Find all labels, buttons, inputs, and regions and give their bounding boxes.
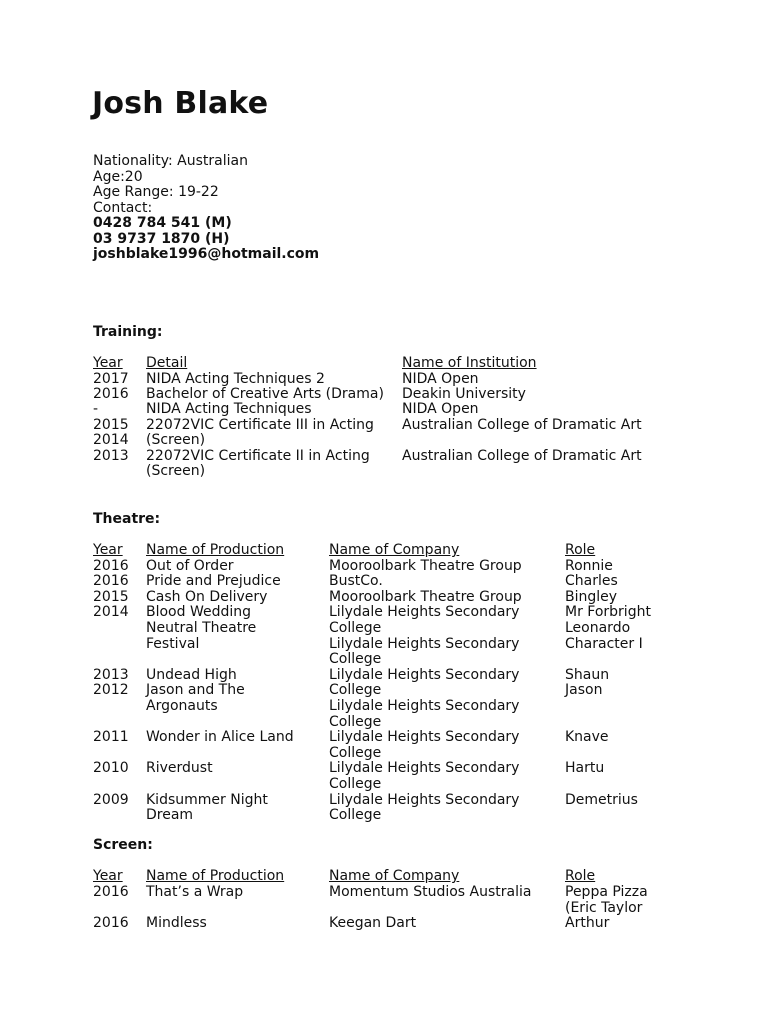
- theatre-row-company: College: [329, 682, 382, 699]
- training-row-year: 2013: [93, 448, 129, 464]
- theatre-row-production: Riverdust: [146, 760, 213, 777]
- theatre-row-company: Lilydale Heights Secondary: [329, 729, 520, 746]
- screen-row-role: Peppa Pizza: [565, 884, 648, 900]
- training-row-institution: Australian College of Dramatic Art: [402, 448, 642, 464]
- theatre-row-company: College: [329, 651, 382, 668]
- theatre-row-company: Lilydale Heights Secondary: [329, 635, 520, 652]
- screen-row-company: Momentum Studios Australia: [329, 884, 532, 900]
- theatre-row-production: Kidsummer Night: [146, 791, 268, 808]
- theatre-row-year: 2010: [93, 760, 129, 777]
- theatre-col-role: Role: [565, 542, 596, 558]
- theatre-row-production: Argonauts: [146, 697, 218, 714]
- theatre-row-company: College: [329, 807, 382, 824]
- theatre-row-company: Lilydale Heights Secondary: [329, 791, 520, 808]
- theatre-row-role: Charles: [565, 573, 618, 590]
- theatre-col-year: Year: [93, 542, 123, 558]
- nationality-line: Nationality: Australian: [93, 153, 248, 169]
- screen-row-company: Keegan Dart: [329, 915, 417, 932]
- theatre-row-company: Lilydale Heights Secondary: [329, 666, 520, 683]
- theatre-row-production: Cash On Delivery: [146, 588, 268, 605]
- theatre-row-company: Lilydale Heights Secondary: [329, 604, 520, 621]
- theatre-row-company: Mooroolbark Theatre Group: [329, 588, 522, 605]
- theatre-row-role: Ronnie: [565, 557, 613, 574]
- theatre-row-company: Lilydale Heights Secondary: [329, 760, 520, 777]
- email-address: joshblake1996@hotmail.com: [93, 246, 320, 262]
- theatre-row-role: Character I: [565, 635, 643, 652]
- training-row-detail: Bachelor of Creative Arts (Drama): [146, 386, 384, 402]
- theatre-row-role: Hartu: [565, 760, 605, 777]
- theatre-row-production: Festival: [146, 635, 200, 652]
- theatre-row-year: 2016: [93, 557, 129, 574]
- training-col-year: Year: [93, 355, 123, 371]
- screen-row-role: Arthur: [565, 915, 610, 932]
- training-col-institution: Name of Institution: [402, 355, 537, 371]
- screen-row-year: 2016: [93, 884, 129, 900]
- screen-row-production: That’s a Wrap: [146, 884, 244, 900]
- theatre-col-production: Name of Production: [146, 542, 285, 558]
- theatre-row-production: Jason and The: [146, 682, 245, 699]
- screen-col-company: Name of Company: [329, 868, 460, 884]
- training-row-detail: (Screen): [146, 432, 206, 448]
- screen-col-role: Role: [565, 868, 596, 884]
- training-row-institution: NIDA Open: [402, 401, 479, 417]
- theatre-row-company: College: [329, 775, 382, 792]
- screen-heading: Screen:: [93, 837, 153, 853]
- training-heading: Training:: [93, 324, 163, 340]
- theatre-row-company: College: [329, 713, 382, 730]
- training-row-year: 2016: [93, 386, 129, 402]
- theatre-heading: Theatre:: [93, 511, 161, 527]
- theatre-row-company: BustCo.: [329, 573, 383, 590]
- theatre-row-year: 2009: [93, 791, 129, 808]
- contact-label: Contact:: [93, 199, 153, 216]
- theatre-row-year: 2011: [93, 729, 129, 746]
- training-row-detail: 22072VIC Certificate II in Acting: [146, 448, 370, 464]
- theatre-row-role: Demetrius: [565, 791, 638, 808]
- theatre-row-company: College: [329, 619, 382, 636]
- theatre-row-production: Pride and Prejudice: [146, 573, 281, 590]
- screen-col-production: Name of Production: [146, 868, 285, 884]
- theatre-row-company: Mooroolbark Theatre Group: [329, 557, 522, 574]
- theatre-row-year: 2015: [93, 588, 129, 605]
- theatre-row-year: 2016: [93, 573, 129, 590]
- training-row-year: -: [93, 401, 99, 417]
- training-row-year: 2014: [93, 432, 129, 448]
- theatre-row-year: 2012: [93, 682, 129, 699]
- theatre-row-role: Shaun: [565, 666, 610, 683]
- mobile-phone: 0428 784 541 (M): [93, 215, 232, 231]
- theatre-row-role: Jason: [565, 682, 603, 699]
- theatre-col-company: Name of Company: [329, 542, 460, 558]
- theatre-row-company: Lilydale Heights Secondary: [329, 697, 520, 714]
- training-row-institution: Australian College of Dramatic Art: [402, 417, 642, 433]
- theatre-row-production: Wonder in Alice Land: [146, 729, 294, 746]
- training-row-detail: 22072VIC Certificate III in Acting: [146, 417, 374, 433]
- training-col-detail: Detail: [146, 355, 188, 371]
- screen-row-role: (Eric Taylor: [565, 899, 643, 916]
- theatre-row-role: Mr Forbright: [565, 604, 651, 621]
- theatre-row-production: Blood Wedding: [146, 604, 252, 621]
- theatre-row-company: College: [329, 744, 382, 761]
- theatre-row-production: Undead High: [146, 666, 237, 683]
- training-row-institution: NIDA Open: [402, 371, 479, 387]
- screen-col-year: Year: [93, 868, 123, 884]
- training-row-detail: NIDA Acting Techniques: [146, 401, 312, 417]
- theatre-row-year: 2013: [93, 666, 129, 683]
- home-phone: 03 9737 1870 (H): [93, 230, 230, 247]
- theatre-row-production: Neutral Theatre: [146, 619, 257, 636]
- personal-info: [93, 154, 319, 263]
- screen-row-year: 2016: [93, 915, 129, 932]
- theatre-row-role: Knave: [565, 729, 609, 746]
- age-range-line: Age Range: 19-22: [93, 184, 219, 200]
- candidate-name: Josh Blake: [92, 86, 269, 121]
- training-row-detail: (Screen): [146, 463, 206, 479]
- screen-row-production: Mindless: [146, 915, 207, 932]
- theatre-row-year: 2014: [93, 604, 129, 621]
- theatre-row-production: Out of Order: [146, 557, 234, 574]
- theatre-row-role: Leonardo: [565, 619, 631, 636]
- training-row-year: 2017: [93, 371, 129, 387]
- training-row-detail: NIDA Acting Techniques 2: [146, 371, 325, 387]
- theatre-row-production: Dream: [146, 807, 194, 824]
- age-line: Age:20: [93, 168, 143, 185]
- training-row-institution: Deakin University: [402, 386, 526, 402]
- theatre-row-role: Bingley: [565, 588, 618, 605]
- training-row-year: 2015: [93, 417, 129, 433]
